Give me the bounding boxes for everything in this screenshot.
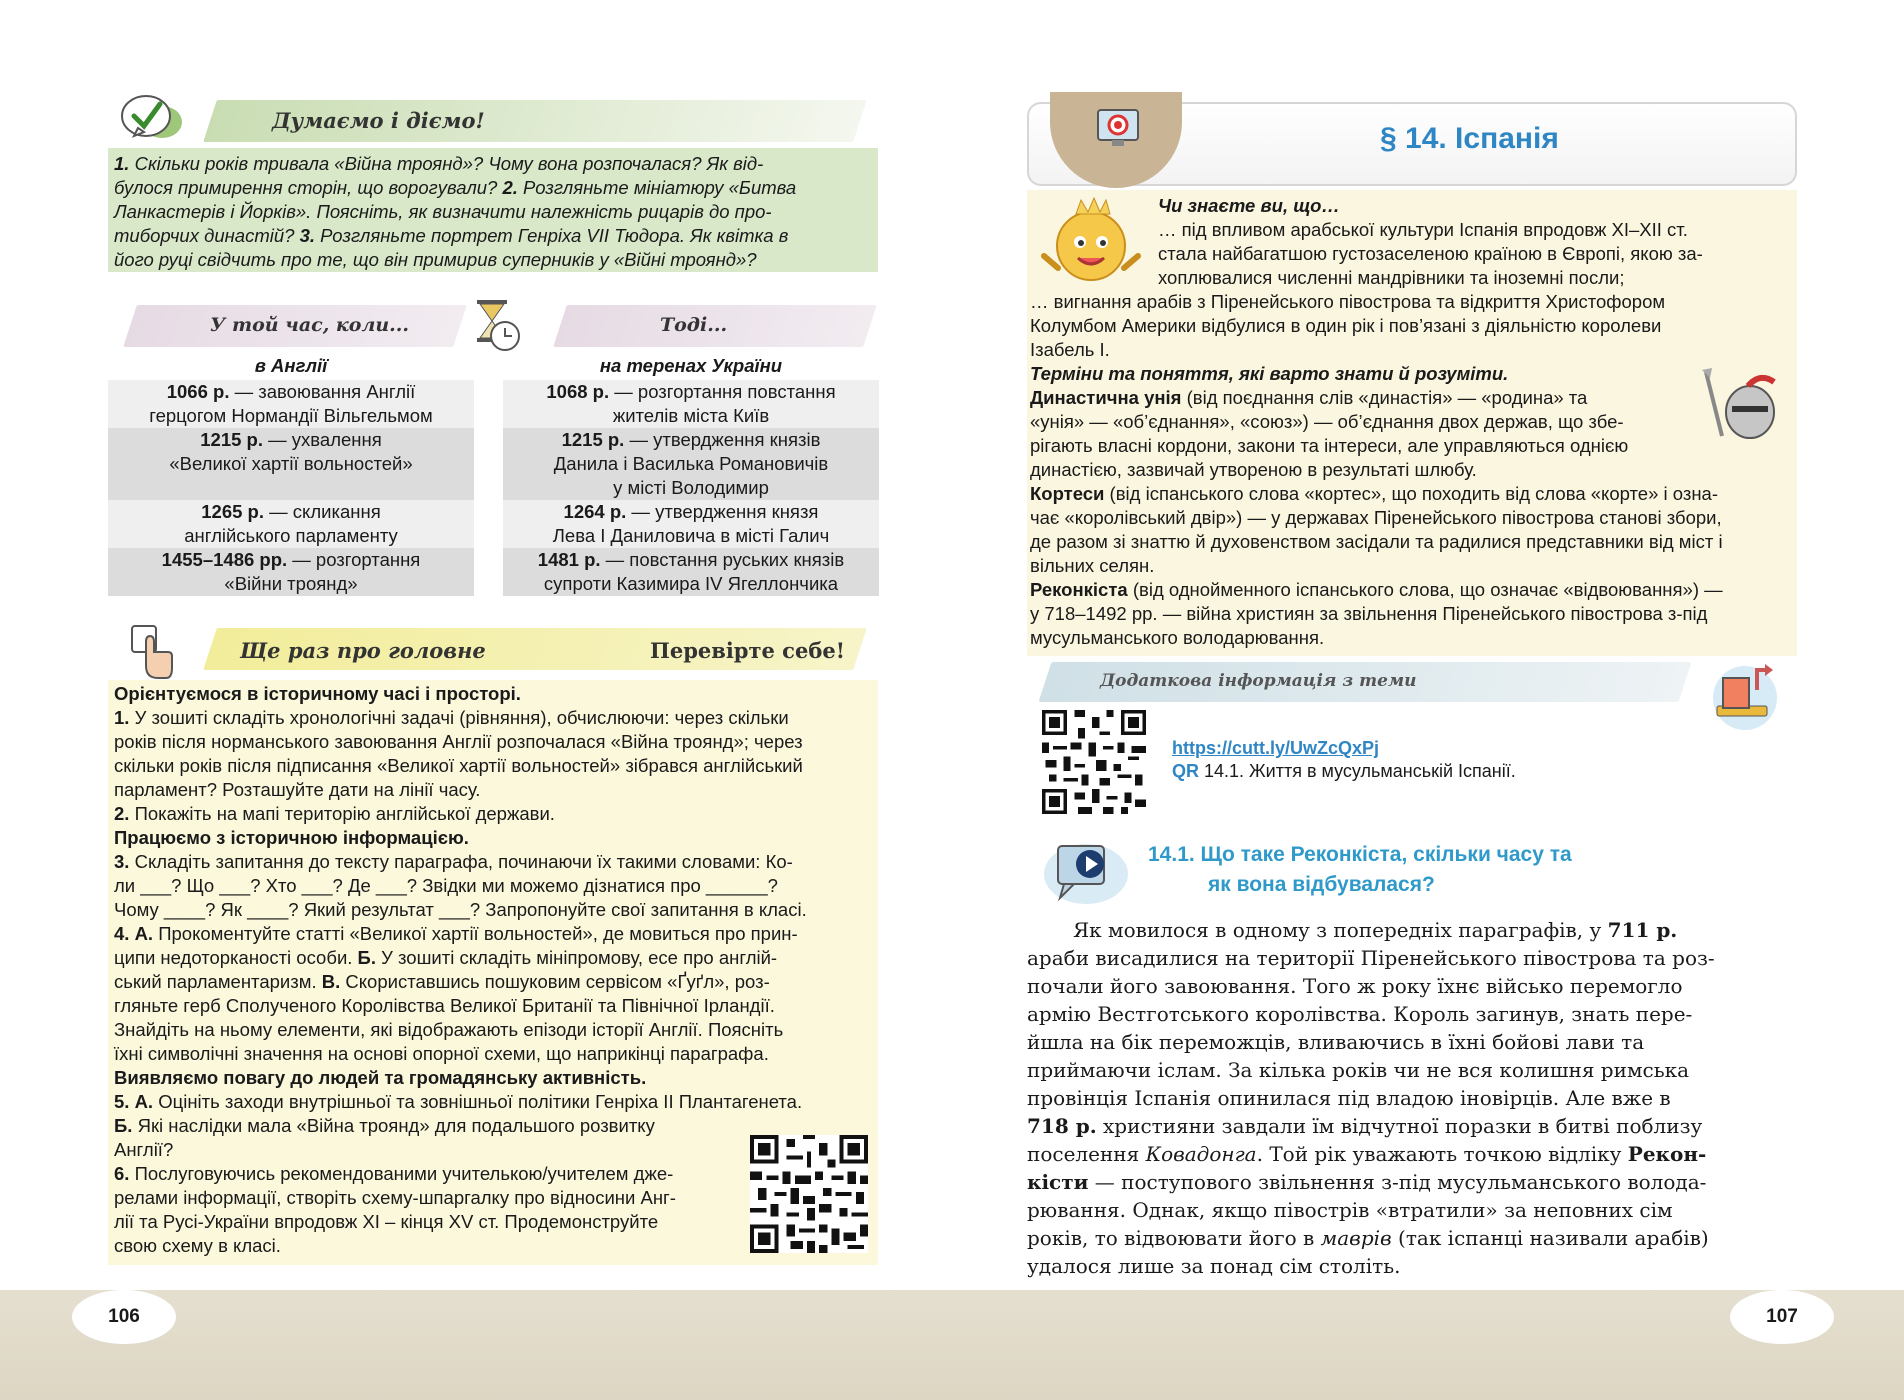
timeline-left-heading: в Англії xyxy=(254,355,328,376)
computer-target-icon xyxy=(1090,104,1146,154)
timeline-england-table xyxy=(108,380,474,596)
page-footer xyxy=(0,1290,1904,1400)
think-act-questions: 1. Скільки років тривала «Війна троянд»? Чому вона розпочалася? Як від- булося примирення сторін, що ворогували? 2. Розгляньте мініатюру «Битва Ланкастерів і Йорків». Поясніть, як визначити належність рицарів до про- тиборчих династій? 3. Розгляньте портрет Генріха VII Тюдора. Як квітка в його руці свідчить про те, що він примирив суперників у «Війні троянд»? xyxy=(108,148,878,272)
laptop-arrow-icon xyxy=(1705,660,1785,732)
think-act-title: Думаємо і діємо! xyxy=(272,108,485,133)
table-row: 1265 р. — скликання англійського парламенту xyxy=(108,500,474,548)
page-number-right: 107 xyxy=(1730,1290,1834,1344)
extra-info-link-block: https://cutt.ly/UwZcQxPj QR 14.1. Життя в мусульманській Іспанії. xyxy=(1172,738,1516,781)
timeline-left-ribbon-label: У той час, коли... xyxy=(210,314,410,336)
chat-check-icon xyxy=(118,92,184,146)
timeline-right-heading: на теренах України xyxy=(599,355,783,376)
timeline-right-ribbon-label: Тоді... xyxy=(660,314,728,336)
video-play-icon xyxy=(1040,836,1134,910)
table-row: 1215 р. — утвердження князів Данила і Василька Романовичів у місті Володимир xyxy=(503,428,879,500)
extra-info-ribbon-label: Додаткова інформація з теми xyxy=(1100,671,1417,691)
table-row: 1068 р. — розгортання повстання жителів міста Київ xyxy=(503,380,879,428)
table-row: 1066 р. — завоювання Англії герцогом Нормандії Вільгельмом xyxy=(108,380,474,428)
review-ribbon-right-label: Перевірте себе! xyxy=(650,638,845,663)
hourglass-clock-icon xyxy=(467,298,529,354)
table-row: 1264 р. — утвердження князя Лева I Даниловича в місті Галич xyxy=(503,500,879,548)
table-row: 1215 р. — ухвалення «Великої хартії вольностей» xyxy=(108,428,474,500)
qr-code-extra[interactable] xyxy=(1042,710,1146,814)
qr-code-review[interactable] xyxy=(750,1135,868,1253)
page-number-left: 106 xyxy=(72,1290,176,1344)
table-row: 1455–1486 рр. — розгортання «Війни троянд» xyxy=(108,548,474,596)
table-row: 1481 р. — повстання руських князів супроти Казимира IV Ягеллончика xyxy=(503,548,879,596)
did-you-know-text: Чи знаєте ви, що… … під впливом арабської культури Іспанія впродовж XI–XII ст. стала найбагатшою густозаселеною країною в Європі, якою за- хоплювалися численні мандрівники та іноземні посли; … вигнання арабів з Піренейського півострова та відкриття Христофором Колумбом Америки відбулися в один рік і пов’язані з діяльністю королеви Ізабель I. xyxy=(1030,195,1703,360)
section-body: Як мовилося в одному з попередніх параграфів, у 711 р. араби висадилися на території Піренейського півострова та роз- почали його завоювання. Того ж року їхнє військо перемогло армію Вестготського королівства. Король загинув, знать пере- йшла на бік переможців, вливаючись в їхні бойові лави та приймаючи іслам. За кілька років чи не вся колишня римська провінція Іспанія опинилася під владою іновірців. Але вже в 718 р. християни завдали їм відчутної поразки в битві поблизу поселення Ковадонга. Той рік уважають точкою відліку Рекон- кісти — поступового звільнення з-під мусульманського волода- рювання. Однак, якщо півострів «втратили» за неповних сім років, то відвоювати його в маврів (так іспанці називали арабів) удалося лише за понад сім століть. xyxy=(1027,918,1715,1278)
section-title: 14.1. Що таке Реконкіста, скільки часу та як вона відбувалася? xyxy=(1148,843,1572,896)
review-tasks: Орієнтуємося в історичному часі і просторі. 1. У зошиті складіть хронологічні задачі (рівняння), обчислюючи: через скільки років після норманського завоювання Англії розпочалася «Війна троянд»; через скільки років після підписання «Великої хартії вольностей» зібрався англійський парламент? Розташуйте дати на лінії часу. 2. Покажіть на мапі територію англійської держави. Працюємо з історичною інформацією. 3. Складіть запитання до тексту параграфа, починаючи їх такими словами: Ко- ли ___? Що ___? Хто ___? Де ___? Звідки ми можемо дізнатися про ______? Чому ____? Як ____? Який результат ___? Запропонуйте свої запитання в класі. 4. А. Прокоментуйте статті «Великої хартії вольностей», де мовиться про прин- ципи недоторканості особи. Б. У зошиті складіть мініпромову, есе про англій- ський парламентаризм. В. Скориставшись пошуковим сервісом «Ґуґл», роз- гляньте герб Сполученого Королівства Великої Британії та Північної Ірландії. Знайдіть на ньому елементи, які відображають епізоди історії Англії. Поясніть їхні символічні значення на основі опорної схеми, що наприкінці параграфа. Виявляємо повагу до людей та громадянську активність. 5. А. Оцініть заходи внутрішньої та зовнішньої політики Генріха II Плантагенета. Б. Які наслідки мала «Війна троянд» для подальшого розвитку Англії? 6. Послуговуючись рекомендованими учителькою/учителем дже- релами інформації, створіть схему-шпаргалку про відносини Анг- лії та Русі-України впродовж XI – кінця XV ст. Продемонструйте свою схему в класі. xyxy=(108,680,878,1265)
timeline-ukraine-table xyxy=(503,380,879,596)
terms-text: Терміни та поняття, які варто знати й розуміти. Династична унія (від поєднання слів «династія» — «родина» та «унія» — «об’єднання», «союз») — об’єднання двох держав, що збе- рігають власні кордони, закони та інтереси, але управляються однією династією, зазвичай утвореною в результаті шлюбу. Кортеси (від іспанського слова «кортес», що походить від слова «корте» і озна- чає «королівський двір») — у державах Піренейського півострова станові збори, де разом зі знаттю й духовенством засідали та радилися представники від міст і вільних селян. Реконкіста (від однойменного іспанського слова, що означає «відвоювання») — у 718–1492 рр. — війна християн за звільнення Піренейського півострова з-під мусульманського володарювання. xyxy=(1030,363,1723,648)
pointing-hand-icon xyxy=(128,622,176,682)
review-ribbon-left-label: Ще раз про головне xyxy=(240,638,486,663)
paragraph-title: § 14. Іспанія xyxy=(1380,122,1559,155)
extra-info-link[interactable]: https://cutt.ly/UwZcQxPj xyxy=(1172,738,1380,758)
